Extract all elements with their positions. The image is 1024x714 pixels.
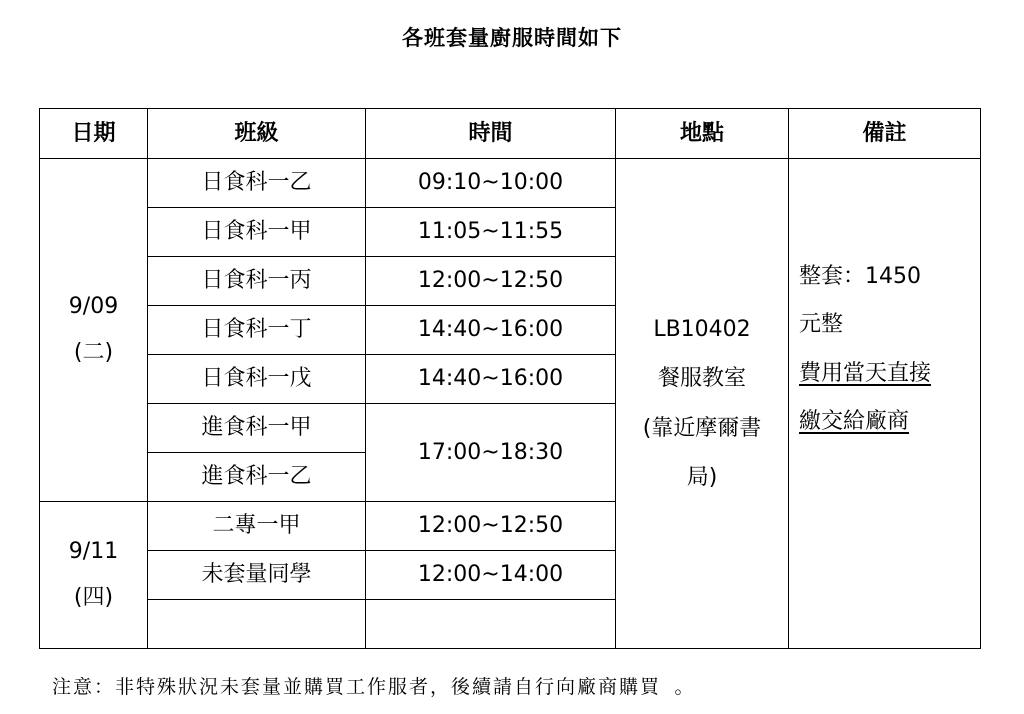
- header-remarks: 備註: [789, 109, 981, 159]
- class-cell: 未套量同學: [148, 551, 366, 600]
- time-cell: 09:10~10:00: [366, 159, 616, 208]
- table-row: [40, 159, 981, 208]
- location-hint-line1: (靠近摩爾書: [642, 415, 762, 441]
- class-cell: 進食科一甲: [148, 404, 366, 453]
- header-row: [40, 109, 981, 159]
- date-cell: [40, 502, 148, 649]
- class-cell: 日食科一乙: [148, 159, 366, 208]
- time-cell-empty: [366, 600, 616, 649]
- time-cell: 14:40~16:00: [366, 355, 616, 404]
- class-cell: 日食科一丁: [148, 306, 366, 355]
- remark-payment-line2: 繳交給廠商: [799, 409, 910, 435]
- class-cell-empty: [148, 600, 366, 649]
- time-cell: 11:05~11:55: [366, 208, 616, 257]
- remark-payment-line1: 費用當天直接: [799, 360, 932, 386]
- remark-price-unit: 元整: [799, 312, 844, 338]
- location-room-name: 餐服教室: [657, 366, 746, 391]
- time-cell: 12:00~12:50: [366, 502, 616, 551]
- date-value: 9/09: [68, 293, 119, 319]
- class-cell: 進食科一乙: [148, 453, 366, 502]
- remarks-cell: [789, 159, 981, 649]
- class-cell: 日食科一戊: [148, 355, 366, 404]
- time-cell: 14:40~16:00: [366, 306, 616, 355]
- date-cell: [40, 159, 148, 502]
- header-location: 地點: [616, 109, 789, 159]
- weekday-value: (四): [73, 585, 114, 610]
- time-cell: 12:00~14:00: [366, 551, 616, 600]
- header-date: 日期: [40, 109, 148, 159]
- header-time: 時間: [366, 109, 616, 159]
- location-hint-line2: 局): [686, 465, 718, 490]
- weekday-value: (二): [73, 340, 114, 365]
- location-cell: [616, 159, 789, 649]
- time-cell: 12:00~12:50: [366, 257, 616, 306]
- class-cell: 日食科一丙: [148, 257, 366, 306]
- remark-price: 整套：1450: [799, 264, 921, 289]
- date-value: 9/11: [68, 538, 119, 564]
- time-cell: 17:00~18:30: [366, 404, 616, 502]
- header-class: 班級: [148, 109, 366, 159]
- location-room-code: LB10402: [653, 316, 751, 342]
- schedule-table: [39, 108, 981, 649]
- footnote: 注意：非特殊狀況未套量並購買工作服者，後續請自行向廠商購買 。: [52, 676, 696, 698]
- page-title: 各班套量廚服時間如下: [402, 26, 622, 50]
- class-cell: 二專一甲: [148, 502, 366, 551]
- class-cell: 日食科一甲: [148, 208, 366, 257]
